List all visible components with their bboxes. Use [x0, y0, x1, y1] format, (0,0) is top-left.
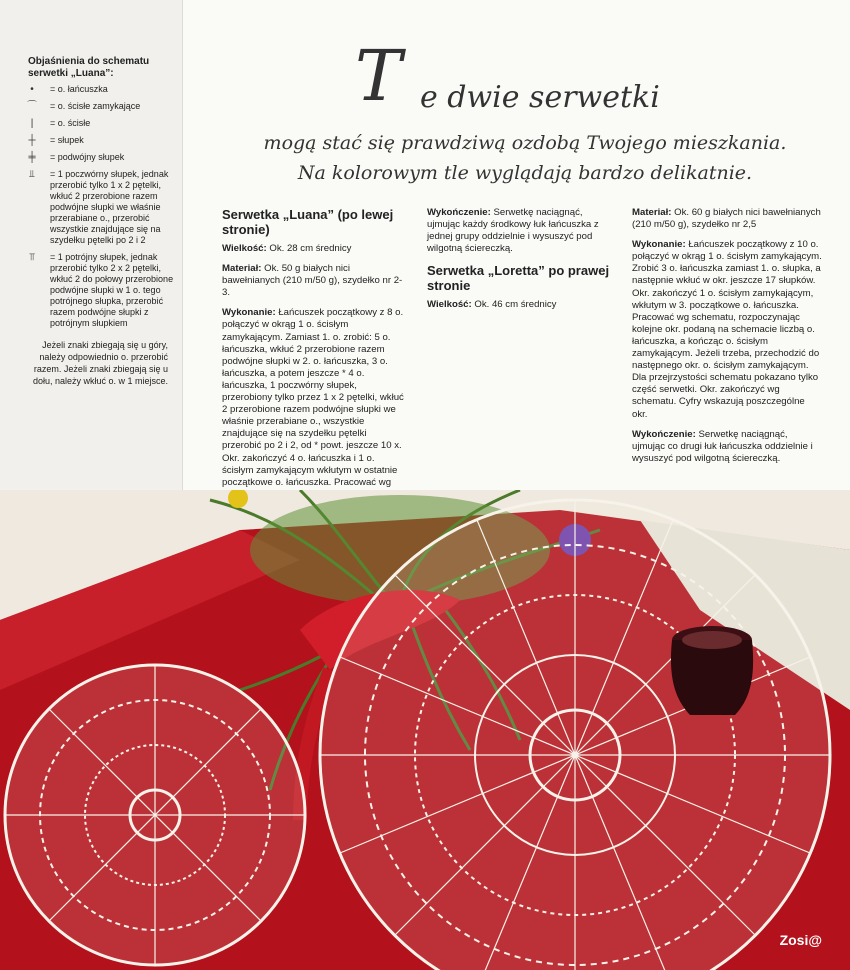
luana-size: Wielkość: Ok. 28 cm średnicy	[222, 243, 352, 254]
page-title	[180, 36, 680, 116]
legend-row: ⌒ = o. ścisłe zamykające	[14, 101, 174, 112]
title-rest: e dwie serwetki	[420, 80, 660, 115]
legend-strip	[0, 0, 183, 490]
double-cross-icon: ╪	[28, 152, 36, 163]
signature: Zosi@	[779, 932, 822, 948]
luana-work: Wykonanie: Łańcuszek początkowy z 8 o. połączyć w okrąg 1 o. ścisłym zamykającym. Zamiast 1. o. zrobić: 5 o. łańcuszka, wkłuć 2 przerobione razem podwójne słupki w 2. o. łańcuszka, 3 o. łańcuszka, a potem jeszcze * 4 o. łańcuszka, 1 poczwórny słupek, przerobiony tylko przez 1 x 2 pętelki, wkłuć 2 przerobione razem podwójne słupki we właśnie przerabiane o., wszystkie znajdujące się na szydełku pętelki przerobić po 2 i 2, od * powt. jeszcze 10 x. Okr. zakończyć 4 o. łańcuszka i 1 o. ścisłym zamykającym wkłutym w ostatnie początkowe o. łańcuszka. Pracować wg	[222, 307, 404, 488]
legend-row: ┼ = słupek	[14, 135, 174, 146]
subtitle: mogą stać się prawdziwą ozdobą Twojego mieszkania. Na kolorowym tle wyglądają bardzo delikatnie.	[263, 132, 787, 184]
luana-finish: Wykończenie: Serwetkę naciągnąć, ujmując każdy środkowy łuk łańcuszka z jednej grupy oddzielnie i wysuszyć pod wilgotną ściereczką.	[427, 207, 599, 255]
legend-row: ⫫ = 1 poczwórny słupek, jednak przerobić tylko 1 x 2 pętelki, wkłuć 2 przerobione razem podwójne słupki we właśnie przerabiane o., przerobić wszystkie znajdujące się na szydełku pętelki po 2 i 2	[14, 169, 174, 246]
bar-icon: |	[30, 118, 34, 129]
legend-row: | = o. ścisłe	[14, 118, 174, 129]
loretta-finish: Wykończenie: Serwetkę naciągnąć, ujmując co drugi łuk łańcuszka oddzielnie i wysuszyć pod wilgotną ściereczką.	[632, 428, 813, 464]
small-doily	[5, 665, 305, 965]
loretta-heading: Serwetka „Loretta” po prawej stronie	[427, 263, 610, 294]
triple-stitch-icon: ⫪	[29, 252, 35, 263]
cross-icon: ┼	[28, 135, 36, 146]
quad-stitch-icon: ⫫	[29, 169, 35, 180]
legend-row: ⫪ = 1 potrójny słupek, jednak przerobić tylko 2 x 2 pętelki, wkłuć 2 do połowy przerobione podwójne słupki w 1 o. tego potrójnego słupka, przerobić razem podwójne słupki z potrójnym słupkiem	[14, 252, 174, 329]
middle-column	[427, 207, 613, 319]
legend-note: Jeżeli znaki zbiegają się u góry, należy odpowiednio o. przerobić razem. Jeżeli znaki zbiegają się u dołu, należy wkłuć o. w 1 miejsce.	[32, 340, 168, 386]
loretta-work: Wykonanie: Łańcuszek początkowy z 10 o. połączyć w okrąg 1 o. ścisłym zamykającym. Zrobić 3 o. łańcuszka zamiast 1. o. słupka, a następnie wkłuć w okr. jeszcze 17 słupków. Okr. zakończyć 1 o. ścisłym zamykającym, wkłutym w 3. początkowe o. łańcuszka. Pracować wg schematu, rozpoczynając kolejne okr. podaną na schemacie liczbą o. łańcuszka, a kończąc o. ścisłym zamykającym. Jeżeli trzeba, przechodzić do następnego okr. o. ścisłym zamykającym. Dla przejrzystości schematu pokazano tylko część serwetki. Okr. zakończyć wg schematu. Cyfry wskazują poszczególne okr.	[632, 239, 822, 420]
photo-illustration	[0, 490, 850, 970]
arc-icon: ⌒	[27, 101, 37, 112]
luana-heading: Serwetka „Luana” (po lewej stronie)	[222, 207, 394, 237]
legend-title: Objaśnienia do schematu serwetki „Luana”:	[28, 56, 150, 79]
title-initial: T	[355, 35, 402, 117]
loretta-material: Materiał: Ok. 60 g białych nici bawełnianych (210 m/50 g), szydełko nr 2,5	[632, 207, 821, 231]
loretta-column	[632, 207, 822, 473]
legend-row: ╪ = podwójny słupek	[14, 152, 174, 163]
luana-material: Materiał: Ok. 50 g białych nici bawełnianych (210 m/50 g), szydełko nr 2-3.	[222, 263, 403, 299]
dot-icon: •	[30, 84, 34, 95]
legend-row: • = o. łańcuszka	[14, 84, 174, 95]
doily-photo	[0, 490, 850, 970]
candle-jar	[671, 626, 753, 715]
loretta-size: Wielkość: Ok. 46 cm średnicy	[427, 299, 557, 311]
legend	[14, 56, 174, 387]
